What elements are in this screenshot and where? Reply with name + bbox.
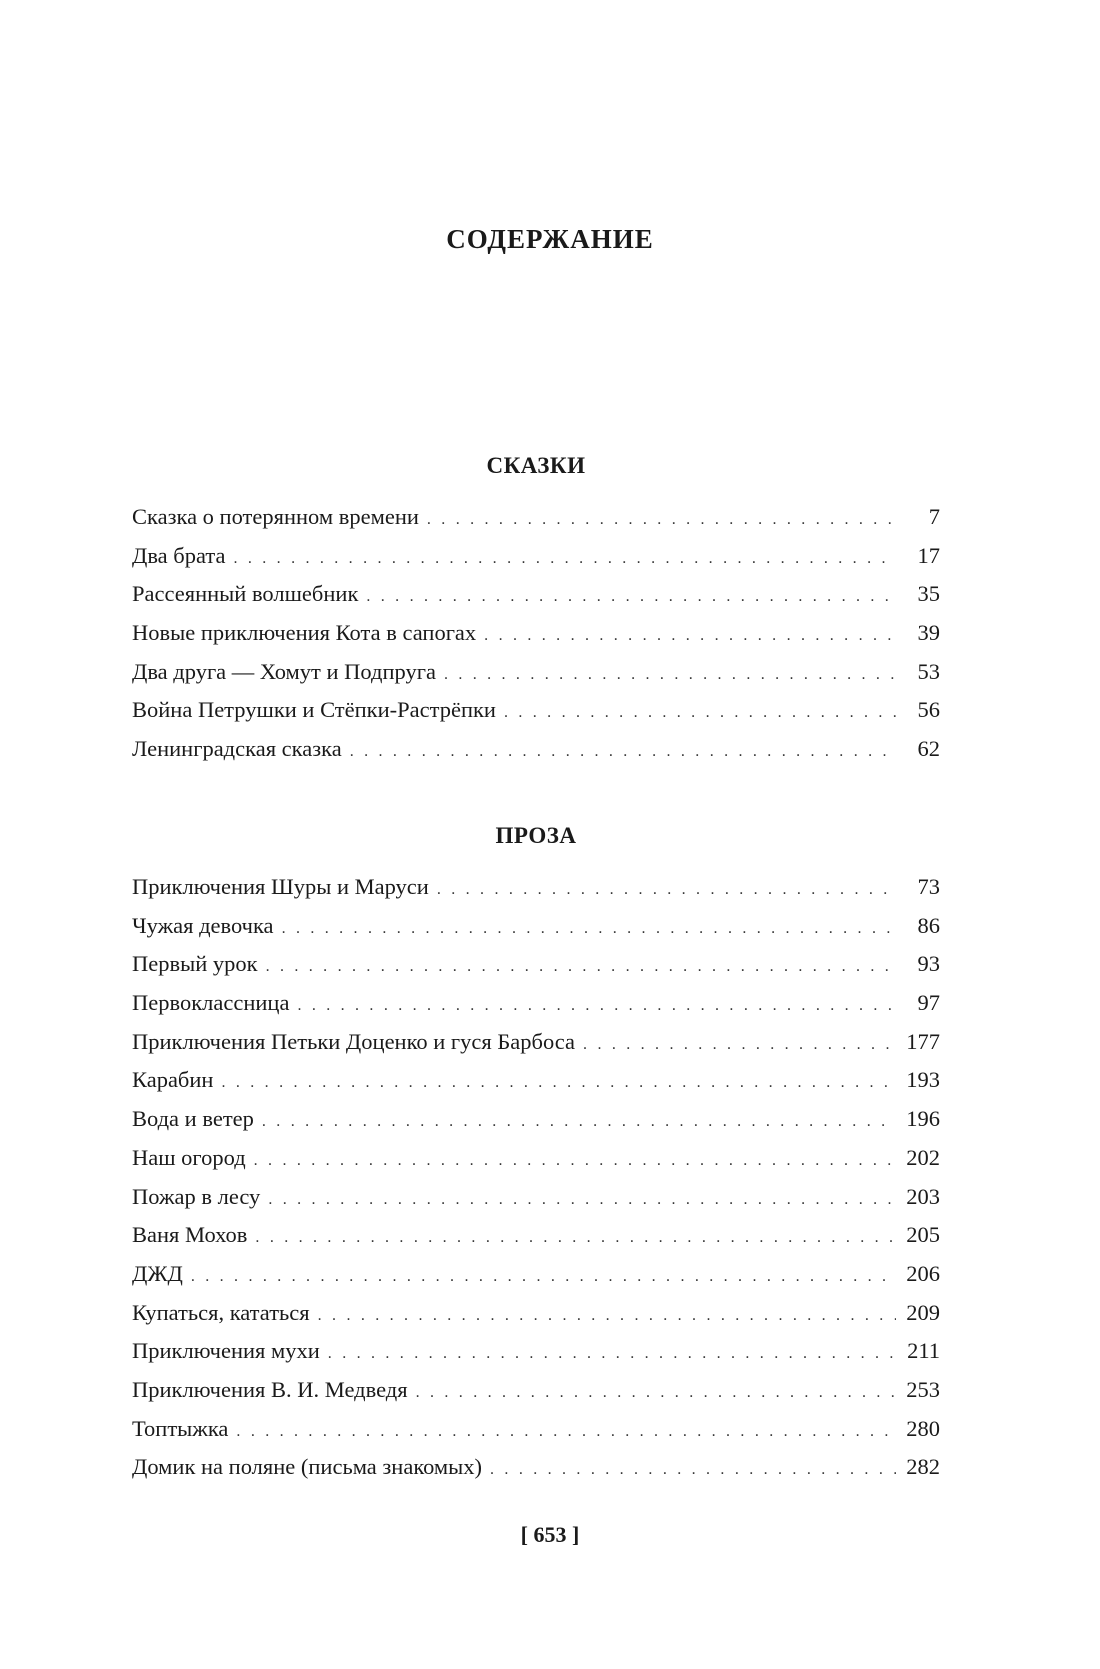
toc-entry	[132, 504, 940, 543]
toc-entry	[132, 874, 940, 913]
dot-leader	[255, 1229, 896, 1247]
toc-list	[132, 874, 940, 1493]
dot-leader	[437, 881, 896, 899]
toc-entry	[132, 1300, 940, 1339]
toc-entry-page: 7	[928, 504, 940, 529]
dot-leader	[366, 588, 896, 606]
toc-entry	[132, 659, 940, 698]
dot-leader	[484, 627, 896, 645]
toc-entry-page: 17	[917, 542, 940, 568]
toc-entry-title: Сказка о потерянном времени	[132, 504, 419, 529]
dot-leader	[268, 1191, 896, 1209]
toc-entry-page: 196	[906, 1106, 940, 1132]
section-heading: СКАЗКИ	[486, 453, 586, 478]
toc-entry	[132, 1106, 940, 1145]
toc-entry	[132, 951, 940, 990]
toc-entry-title: Приключения В. И. Медведя	[132, 1376, 408, 1402]
dot-leader	[350, 743, 896, 761]
dot-leader	[583, 1036, 896, 1054]
toc-entry	[132, 1454, 940, 1493]
dot-leader	[416, 1384, 896, 1402]
toc-entry-page: 62	[917, 736, 940, 762]
dot-leader	[236, 1423, 896, 1441]
dot-leader	[318, 1307, 896, 1325]
toc-entry-page: 205	[906, 1222, 940, 1248]
toc-entry	[132, 1416, 940, 1455]
toc-entry-page: 39	[917, 620, 940, 646]
toc-entry	[132, 736, 940, 775]
toc-entry-title: Два друга — Хомут и Подпруга	[132, 658, 436, 684]
toc-entry	[132, 1067, 940, 1106]
toc-entry-page: 206	[906, 1260, 940, 1286]
toc-entry-title: Ленинградская сказка	[132, 736, 342, 762]
toc-entry-page: 93	[917, 951, 940, 977]
dot-leader	[221, 1074, 896, 1092]
toc-entry-title: Купаться, кататься	[132, 1299, 310, 1325]
toc-entry-title: Вода и ветер	[132, 1106, 254, 1132]
toc-entry	[132, 620, 940, 659]
toc-entry-page: 202	[906, 1144, 940, 1170]
toc-entry	[132, 1377, 940, 1416]
toc-entry	[132, 913, 940, 952]
dot-leader	[266, 958, 896, 976]
toc-entry-page: 193	[906, 1067, 940, 1093]
section-prose	[132, 818, 940, 1493]
dot-leader	[504, 704, 896, 722]
toc-entry-title: ДЖД	[132, 1260, 183, 1286]
section-heading: ПРОЗА	[495, 823, 577, 848]
toc-entry-page: 73	[917, 874, 940, 899]
toc-entry-title: Первоклассница	[132, 990, 290, 1016]
toc-entry-page: 56	[917, 697, 940, 723]
toc-entry-title: Наш огород	[132, 1144, 246, 1170]
page-number: [ 653 ]	[520, 1522, 580, 1547]
toc-entry	[132, 543, 940, 582]
dot-leader	[233, 550, 896, 568]
toc-entry-title: Домик на поляне (письма знакомых)	[132, 1454, 483, 1480]
toc-list	[132, 504, 940, 775]
toc-entry-page: 35	[917, 581, 940, 607]
toc-entry-title: Первый урок	[132, 951, 258, 977]
toc-entry-page: 280	[906, 1415, 940, 1441]
toc-entry-title: Ваня Мохов	[132, 1222, 248, 1248]
toc-entry-page: 253	[906, 1376, 940, 1402]
dot-leader	[297, 997, 896, 1015]
toc-entry-page: 86	[917, 912, 940, 938]
toc-entry	[132, 697, 940, 736]
toc-entry	[132, 1261, 940, 1300]
toc-entry	[132, 1029, 940, 1068]
toc-entry-title: Пожар в лесу	[132, 1183, 261, 1209]
toc-entry-page: 282	[906, 1454, 940, 1480]
dot-leader	[262, 1113, 896, 1131]
dot-leader	[490, 1461, 896, 1479]
toc-entry	[132, 1222, 940, 1261]
toc-entry-title: Новые приключения Кота в сапогах	[132, 620, 477, 646]
toc-entry-title: Карабин	[132, 1067, 214, 1093]
toc-entry	[132, 1338, 940, 1377]
dot-leader	[427, 511, 896, 529]
toc-entry-title: Рассеянный волшебник	[132, 581, 359, 607]
section-tales	[132, 448, 940, 775]
toc-entry-title: Приключения Шуры и Маруси	[132, 874, 429, 899]
toc-entry-page: 209	[906, 1299, 940, 1325]
toc-entry-title: Война Петрушки и Стёпки-Растрёпки	[132, 697, 496, 723]
toc-entry-title: Два брата	[132, 542, 226, 568]
dot-leader	[328, 1345, 896, 1363]
dot-leader	[191, 1268, 896, 1286]
dot-leader	[444, 666, 896, 684]
dot-leader	[254, 1152, 896, 1170]
toc-entry-page: 53	[917, 658, 940, 684]
toc-entry	[132, 1184, 940, 1223]
toc-entry	[132, 581, 940, 620]
toc-entry-page: 97	[917, 990, 940, 1016]
toc-entry-page: 177	[906, 1028, 940, 1054]
toc-entry	[132, 1145, 940, 1184]
toc-entry-title: Топтыжка	[132, 1415, 229, 1441]
toc-entry-page: 211	[907, 1338, 940, 1364]
page-title: СОДЕРЖАНИЕ	[446, 224, 654, 255]
toc-entry-title: Чужая девочка	[132, 912, 274, 938]
toc-entry-title: Приключения Петьки Доценко и гуся Барбоса	[132, 1028, 576, 1054]
toc-entry-title: Приключения мухи	[132, 1338, 320, 1364]
toc-entry-page: 203	[906, 1183, 940, 1209]
toc-entry	[132, 990, 940, 1029]
dot-leader	[282, 920, 896, 938]
